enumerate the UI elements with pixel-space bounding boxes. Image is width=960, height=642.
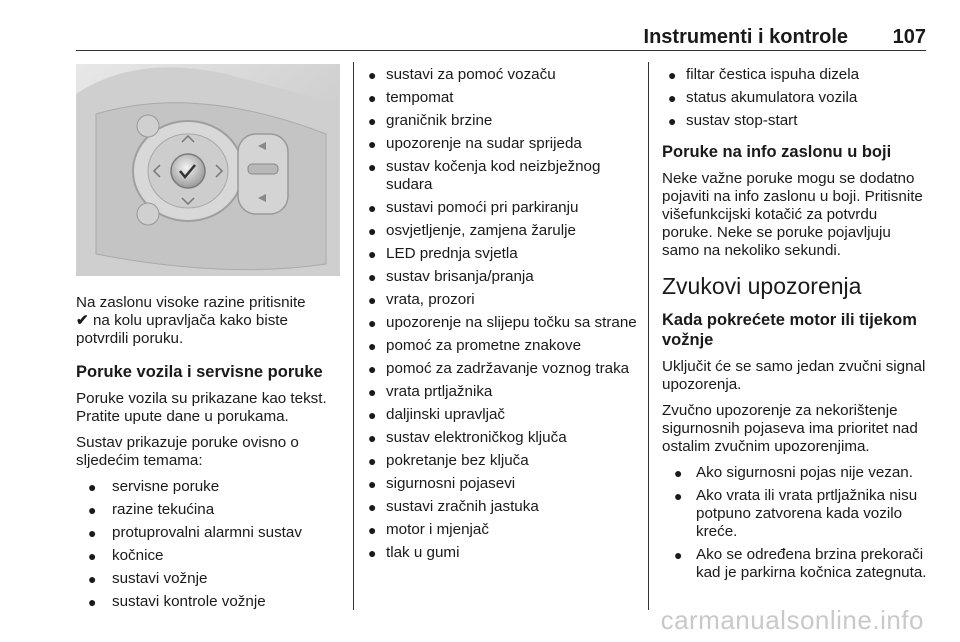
bullet-icon: ●: [368, 90, 377, 106]
list-item: ● sustavi pomoći pri parkiranju: [368, 199, 579, 216]
bullet-icon: ●: [674, 547, 683, 563]
bullet-icon: ●: [368, 499, 377, 515]
list-item: ● pomoć za zadržavanje voznog traka: [368, 360, 630, 377]
list-item: ● sustav stop-start: [668, 112, 798, 129]
section-heading-vehicle-messages: Poruke vozila i servisne poruke: [76, 363, 323, 381]
checkmark-icon: ✔: [76, 312, 89, 329]
bullet-icon: ●: [88, 594, 97, 610]
list-item: ● pomoć za prometne znakove: [368, 337, 582, 354]
column-left: [76, 64, 346, 616]
list-item: ● graničnik brzine: [368, 112, 493, 129]
bullet-icon: ●: [88, 571, 97, 587]
bullet-icon: ●: [368, 545, 377, 561]
bullet-icon: ●: [88, 479, 97, 495]
list-item: ● tlak u gumi: [368, 544, 460, 561]
paragraph-topics-intro: Sustav prikazuje poruke ovisno o sljedećim temama:: [76, 434, 299, 469]
figure-caption: Na zaslonu visoke razine pritisnite ✔ na kolu upravljača kako biste potvrdili poruku.: [76, 294, 306, 347]
bullet-icon: ●: [88, 502, 97, 518]
list-item: ● Ako sigurnosni pojas nije vezan.: [674, 464, 913, 481]
bullet-icon: ●: [368, 292, 377, 308]
bullet-icon: ●: [368, 522, 377, 538]
bullet-icon: ●: [368, 67, 377, 83]
list-item: ● vrata prtljažnika: [368, 383, 493, 400]
bullet-icon: ●: [674, 488, 683, 504]
topic-list-3: [662, 66, 932, 130]
column-middle: [362, 66, 638, 567]
topic-list-1: [76, 478, 346, 611]
bullet-icon: ●: [368, 338, 377, 354]
list-item: ● motor i mjenjač: [368, 521, 489, 538]
list-item: ● razine tekućina: [88, 501, 215, 518]
list-item: ● LED prednja svjetla: [368, 245, 518, 262]
list-item: ● sustav kočenja kod neizbježnog sudara: [368, 158, 601, 193]
list-item: ● daljinski upravljač: [368, 406, 506, 423]
watermark: carmanualsonline.info: [660, 605, 924, 635]
list-item: ● sustav brisanja/pranja: [368, 268, 534, 285]
header-title: Instrumenti i kontrole: [643, 26, 848, 48]
list-item: ● osvjetljenje, zamjena žarulje: [368, 222, 576, 239]
bullet-icon: ●: [88, 548, 97, 564]
steering-wheel-illustration: [76, 64, 340, 276]
list-item: ● filtar čestica ispuha dizela: [668, 66, 860, 83]
list-item: ● sustav elektroničkog ključa: [368, 429, 567, 446]
subheading-engine-start: Kada pokrećete motor ili tijekom vožnje: [662, 311, 917, 349]
page-number: 107: [892, 26, 926, 48]
list-item: ● pokretanje bez ključa: [368, 452, 529, 469]
list-item: ● sustavi vožnje: [88, 570, 208, 587]
list-item: ● tempomat: [368, 89, 454, 106]
condition-list: [662, 464, 932, 582]
section-heading-info-display: Poruke na info zaslonu u boji: [662, 143, 892, 161]
list-item: ● vrata, prozori: [368, 291, 475, 308]
list-item: ● Ako vrata ili vrata prtljažnika nisu potpuno zatvorena kada vozilo kreće.: [674, 487, 918, 540]
header-rule: [76, 50, 926, 51]
list-item: ● sustavi zračnih jastuka: [368, 498, 539, 515]
bullet-icon: ●: [88, 525, 97, 541]
bullet-icon: ●: [668, 67, 677, 83]
paragraph-messages-text: Poruke vozila su prikazane kao tekst. Pratite upute dane u porukama.: [76, 390, 327, 425]
list-item: ● kočnice: [88, 547, 164, 564]
list-item: ● servisne poruke: [88, 478, 220, 495]
page-header: [76, 20, 926, 50]
column-right: [662, 66, 932, 587]
list-item: ● status akumulatora vozila: [668, 89, 858, 106]
column-divider-1: [353, 62, 354, 610]
list-item: ● upozorenje na slijepu točku sa strane: [368, 314, 637, 331]
bullet-icon: ●: [368, 453, 377, 469]
bullet-icon: ●: [368, 361, 377, 377]
list-item: ● Ako se određena brzina prekorači kad je parkirna kočnica zategnuta.: [674, 546, 927, 581]
bullet-icon: ●: [368, 384, 377, 400]
paragraph-info-display: Neke važne poruke mogu se dodatno pojaviti na info zaslonu u boji. Pritisnite višefunkcijski kotačić za potvrdu poruke. Neke se poruke pojavljuju samo na nekoliko sekundi.: [662, 170, 923, 259]
topic-list-2: [362, 66, 638, 562]
list-item: ● sustavi za pomoć vozaču: [368, 66, 556, 83]
bullet-icon: ●: [368, 223, 377, 239]
bullet-icon: ●: [368, 246, 377, 262]
column-divider-2: [648, 62, 649, 610]
list-item: ● sigurnosni pojasevi: [368, 475, 516, 492]
bullet-icon: ●: [368, 113, 377, 129]
bullet-icon: ●: [368, 136, 377, 152]
bullet-icon: ●: [368, 430, 377, 446]
bullet-icon: ●: [668, 113, 677, 129]
bullet-icon: ●: [368, 159, 377, 175]
list-item: ● upozorenje na sudar sprijeda: [368, 135, 582, 152]
bullet-icon: ●: [368, 476, 377, 492]
section-heading-warning-chimes: Zvukovi upozorenja: [662, 273, 862, 299]
list-item: ● sustavi kontrole vožnje: [88, 593, 266, 610]
steering-wheel-controls-figure: [76, 64, 340, 276]
list-item: ● protuprovalni alarmni sustav: [88, 524, 302, 541]
bullet-icon: ●: [674, 465, 683, 481]
bullet-icon: ●: [668, 90, 677, 106]
paragraph-seatbelt-priority: Zvučno upozorenje za nekorištenje sigurnosnih pojaseva ima prioritet nad ostalim zvučnim upozorenjima.: [662, 402, 918, 455]
bullet-icon: ●: [368, 200, 377, 216]
bullet-icon: ●: [368, 407, 377, 423]
paragraph-single-chime: Uključit će se samo jedan zvučni signal upozorenja.: [662, 358, 926, 393]
bullet-icon: ●: [368, 269, 377, 285]
bullet-icon: ●: [368, 315, 377, 331]
